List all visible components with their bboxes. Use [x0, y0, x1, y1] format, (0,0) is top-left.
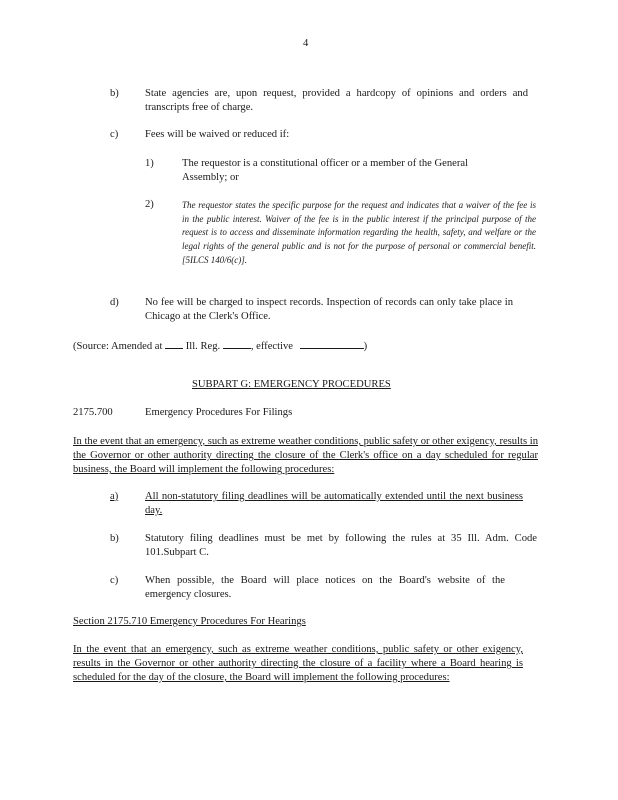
section-700-b-label: b)	[110, 533, 119, 544]
item-d-text: No fee will be charged to inspect records. Inspection of records can only take place in Chicago at the Clerk's Office.	[145, 297, 513, 322]
section-700-number: 2175.700	[73, 407, 113, 418]
item-c2-label: 2)	[145, 199, 154, 210]
subpart-heading: SUBPART G: EMERGENCY PROCEDURES	[192, 379, 391, 390]
section-700-intro: In the event that an emergency, such as extreme weather conditions, public safety or other exigency, results in the Governor or other authority directing the closure of the Clerk's office on a day scheduled for regular business, the Board will implement the following procedures:	[73, 436, 538, 475]
section-700-b-text: Statutory filing deadlines must be met by following the rules at 35 Ill. Adm. Code 101.Subpart C.	[145, 533, 537, 558]
volume-blank	[165, 338, 183, 349]
section-700-c-label: c)	[110, 575, 119, 586]
date-blank	[300, 338, 364, 349]
source-ill-reg: Ill. Reg.	[185, 341, 221, 352]
section-700-title: Emergency Procedures For Filings	[145, 407, 293, 418]
section-700-a-label: a)	[110, 491, 119, 502]
item-c1-label: 1)	[145, 158, 154, 169]
page-blank	[223, 338, 251, 349]
section-700-c-text: When possible, the Board will place notices on the Board's website of the emergency closures.	[145, 575, 505, 600]
item-c2-text: The requestor states the specific purpose for the request and indicates that a waiver of the fee is in the public interest. Waiver of the fee is in the public interest if the principal purpose of the request is to access and disseminate information regarding the health, safety, and welfare or the legal rights of the general public and is not for the purpose of personal or commercial benefit. [5ILCS 140/6(c)].	[182, 200, 536, 265]
section-710-intro: In the event that an emergency, such as extreme weather conditions, public safety or other exigency, results in the Governor or other authority directing the closure of a facility where a Board hearing is scheduled for the day of the closure, the Board will implement the following procedures:	[73, 644, 523, 683]
item-c-label: c)	[110, 129, 119, 140]
item-c1-text: The requestor is a constitutional officer or a member of the General Assembly; or	[182, 158, 469, 183]
item-b-text: State agencies are, upon request, provided a hardcopy of opinions and orders and transcripts free of charge.	[145, 88, 528, 113]
item-d-label: d)	[110, 297, 119, 308]
source-note	[73, 338, 367, 354]
source-close: )	[363, 341, 368, 352]
section-710-heading: Section 2175.710 Emergency Procedures For Hearings	[73, 616, 306, 627]
source-effective: , effective	[250, 341, 293, 352]
section-700-a-text: All non-statutory filing deadlines will be automatically extended until the next business day.	[145, 491, 523, 516]
item-c-text: Fees will be waived or reduced if:	[145, 129, 290, 140]
page-number: 4	[303, 38, 309, 49]
source-prefix: (Source: Amended at	[73, 341, 163, 352]
item-b-label: b)	[110, 88, 119, 99]
